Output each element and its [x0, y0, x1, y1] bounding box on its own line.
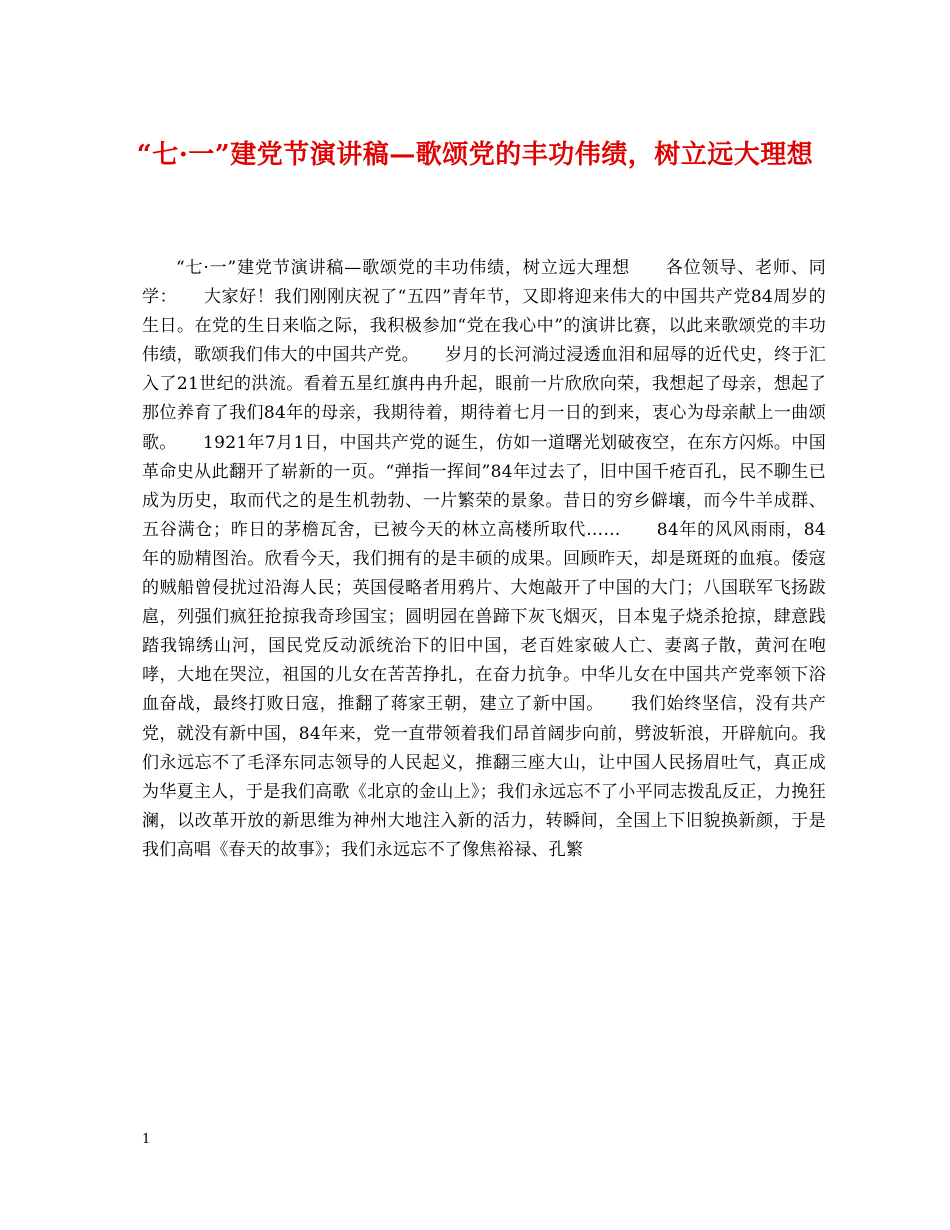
document-title: “七·一”建党节演讲稿—歌颂党的丰功伟绩，树立远大理想	[136, 140, 814, 170]
page-number: 1	[142, 1132, 151, 1147]
document-body: “七·一”建党节演讲稿—歌颂党的丰功伟绩，树立远大理想 各位领导、老师、同学： 大家好！我们刚刚庆祝了“五四”青年节，又即将迎来伟大的中国共产党84周岁的生日。在党的生日来临之际，我积极参加“党在我心中”的演讲比赛，以此来歌颂党的丰功伟绩，歌颂我们伟大的中国共产党。 岁月的长河淌过浸透血泪和屈辱的近代史，终于汇入了21世纪的洪流。看着五星红旗冉冉升起，眼前一片欣欣向荣，我想起了母亲，想起了那位养育了我们84年的母亲，我期待着，期待着七月一日的到来，衷心为母亲献上一曲颂歌。 1921年7月1日，中国共产党的诞生，仿如一道曙光划破夜空，在东方闪烁。中国革命史从此翻开了崭新的一页。“弹指一挥间”84年过去了，旧中国千疮百孔，民不聊生已成为历史，取而代之的是生机勃勃、一片繁荣的景象。昔日的穷乡僻壤，而今牛羊成群、五谷满仓；昨日的茅檐瓦舍，已被今天的林立高楼所取代…… 84年的风风雨雨，84年的励精图治。欣看今天，我们拥有的是丰硕的成果。回顾昨天，却是斑斑的血痕。倭寇的贼船曾侵扰过沿海人民；英国侵略者用鸦片、大炮敲开了中国的大门；八国联军飞扬跋扈，列强们疯狂抢掠我奇珍国宝；圆明园在兽蹄下灰飞烟灭，日本鬼子烧杀抢掠，肆意践踏我锦绣山河，国民党反动派统治下的旧中国，老百姓家破人亡、妻离子散，黄河在咆哮，大地在哭泣，祖国的儿女在苦苦挣扎，在奋力抗争。中华儿女在中国共产党率领下浴血奋战，最终打败日寇，推翻了蒋家王朝，建立了新中国。 我们始终坚信，没有共产党，就没有新中国，84年来，党一直带领着我们昂首阔步向前，劈波斩浪，开辟航向。我们永远忘不了毛泽东同志领导的人民起义，推翻三座大山，让中国人民扬眉吐气，真正成为华夏主人，于是我们高歌《北京的金山上》；我们永远忘不了小平同志拨乱反正，力挽狂澜，以改革开放的新思维为神州大地注入新的活力，转瞬间，全国上下旧貌换新颜，于是我们高唱《春天的故事》；我们永远忘不了像焦裕禄、孔繁	[142, 258, 826, 860]
